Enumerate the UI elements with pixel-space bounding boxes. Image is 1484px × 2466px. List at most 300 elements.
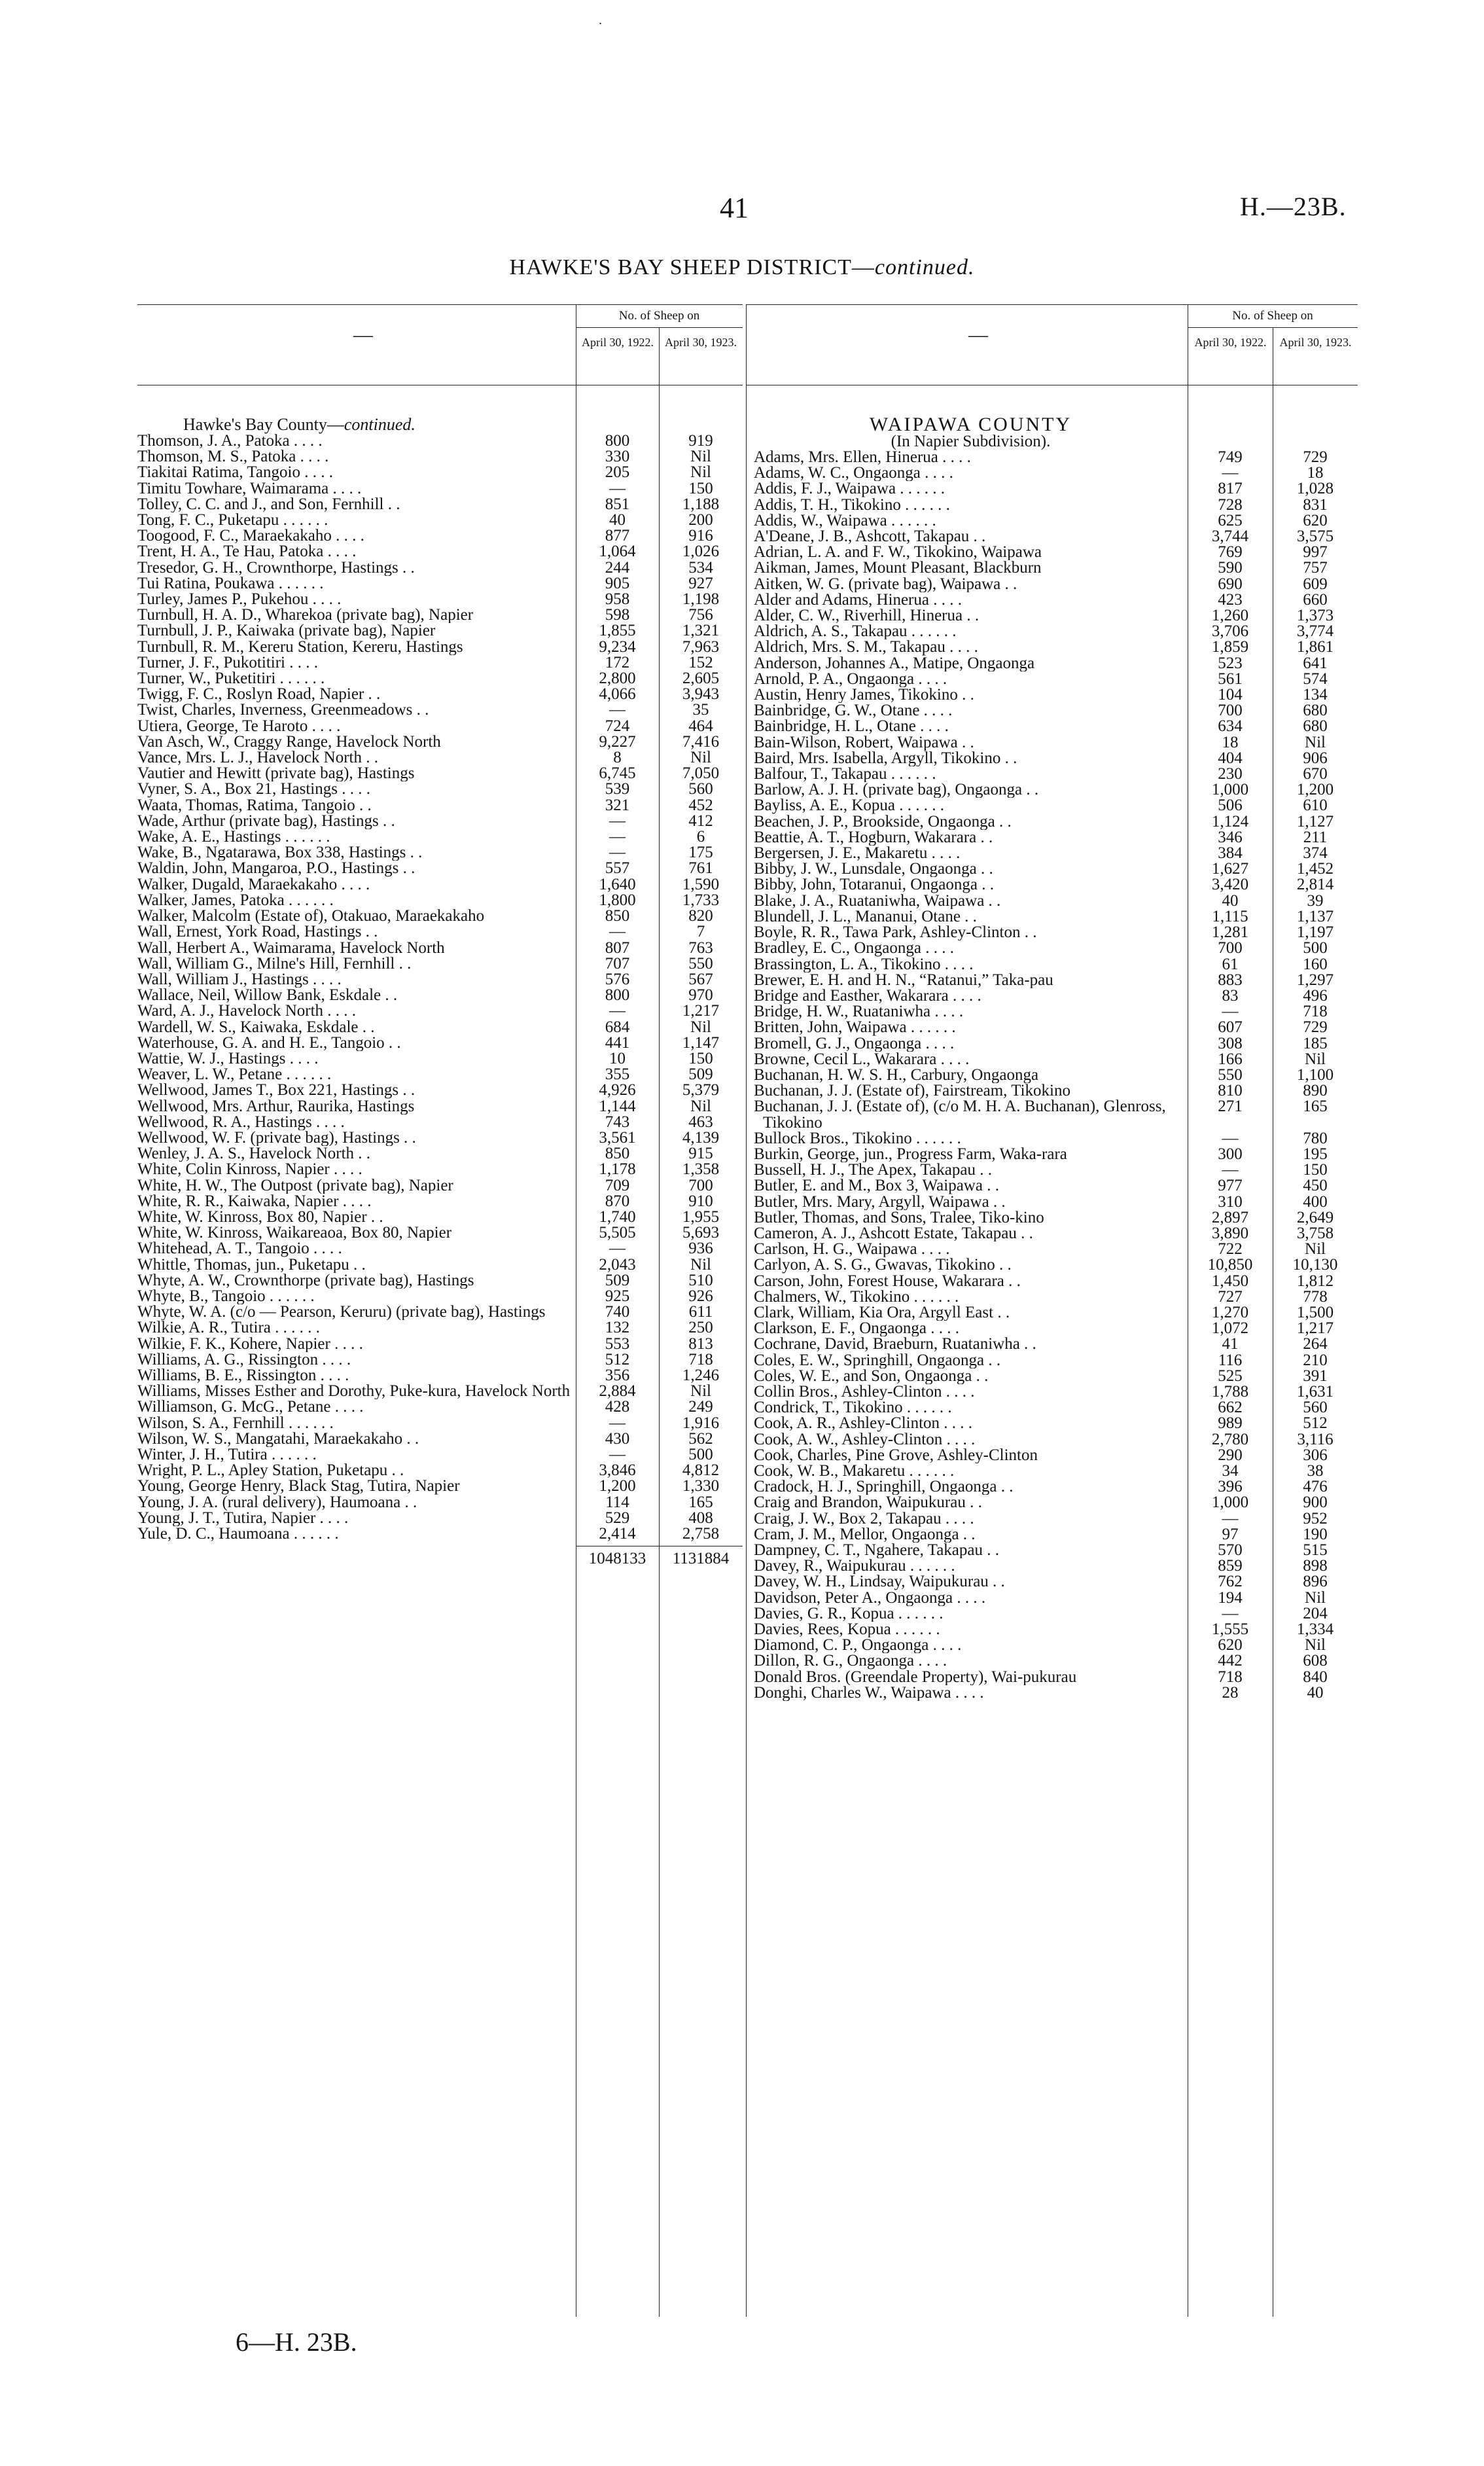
sheep-1922: 6,745 <box>599 764 636 783</box>
owner-name: Buchanan, J. J. (Estate of), Fairstream, Tikokino <box>754 1083 1070 1099</box>
sheep-1922: 132 <box>605 1319 630 1337</box>
sheep-1922: 3,706 <box>1211 622 1249 641</box>
table-row <box>137 528 743 544</box>
table-row <box>754 1289 1358 1305</box>
table-row <box>754 877 1358 893</box>
table-row <box>137 988 743 1003</box>
table-top-rule <box>746 304 1358 305</box>
table-row <box>137 1051 743 1067</box>
owner-name: Turley, James P., Pukehou . . . . <box>137 592 342 608</box>
owner-name: Wall, Herbert A., Waimarama, Havelock North <box>137 940 445 956</box>
owner-name: Ward, A. J., Havelock North . . . . <box>137 1003 357 1020</box>
owner-name: Wellwood, W. F. (private bag), Hastings . . <box>137 1130 416 1147</box>
sheep-1922: 800 <box>605 432 630 450</box>
table-row <box>754 592 1358 608</box>
sheep-1922: 506 <box>1218 796 1243 815</box>
sheep-1923: 5,379 <box>682 1081 720 1099</box>
sheep-1922: 1,555 <box>1211 1620 1249 1639</box>
table-row <box>754 1257 1358 1273</box>
owner-name: Whyte, W. A. (c/o — Pearson, Keruru) (private bag), Hastings <box>137 1304 546 1321</box>
sheep-1923: 1,246 <box>682 1366 720 1384</box>
sheep-1922: 877 <box>605 527 630 545</box>
owner-name: Utiera, George, Te Haroto . . . . <box>137 718 341 734</box>
sheep-1922: 1,740 <box>599 1207 636 1226</box>
sheep-1922: 728 <box>1218 495 1243 514</box>
table-row <box>754 830 1358 846</box>
sheep-1923: 463 <box>688 1113 713 1131</box>
sheep-1923: 813 <box>688 1334 713 1353</box>
owner-name: Waata, Thomas, Ratima, Tangoio . . <box>137 797 372 813</box>
sheep-1922: 529 <box>605 1509 630 1527</box>
sheep-1922: 205 <box>605 463 630 482</box>
sheep-1923: 250 <box>688 1319 713 1337</box>
table-row <box>137 1241 743 1257</box>
sheep-1922: 590 <box>1218 559 1243 577</box>
owner-name: Whyte, A. W., Crownthorpe (private bag), Hastings <box>137 1272 474 1289</box>
sheep-1923: 1,321 <box>682 622 720 640</box>
owner-name: Twist, Charles, Inverness, Greenmeadows . . <box>137 702 429 719</box>
sheep-1923: Nil <box>690 1097 711 1115</box>
owner-name: Wilson, S. A., Fernhill . . . . . . <box>137 1415 334 1431</box>
sheep-1922: 817 <box>1218 480 1243 498</box>
owner-name: Austin, Henry James, Tikokino . . <box>754 687 974 704</box>
table-row <box>137 829 743 845</box>
sheep-1923: 927 <box>688 574 713 592</box>
section-name: Hawke's Bay County— <box>183 415 344 434</box>
sheep-1922: 707 <box>605 954 630 973</box>
owner-name: Addis, T. H., Tikokino . . . . . . <box>754 497 950 513</box>
owner-name: Whyte, B., Tangoio . . . . . . <box>137 1288 315 1305</box>
left-table <box>137 304 743 2317</box>
sheep-1923: 134 <box>1303 686 1328 704</box>
owner-name: Bainbridge, G. W., Otane . . . . <box>754 703 953 719</box>
table-row <box>754 513 1358 529</box>
sheep-1922: 740 <box>605 1303 630 1321</box>
owner-name: Walker, Dugald, Maraekakaho . . . . <box>137 876 370 893</box>
sheep-1923: 761 <box>688 859 713 878</box>
sheep-1923: 510 <box>688 1271 713 1289</box>
owner-name: Davidson, Peter A., Ongaonga . . . . <box>754 1590 986 1606</box>
sheep-1923: 608 <box>1303 1652 1328 1670</box>
table-row <box>137 877 743 893</box>
table-row <box>137 1526 743 1542</box>
sheep-1923: 1,297 <box>1296 971 1334 989</box>
sheep-1922: 271 <box>1218 1098 1243 1116</box>
table-row <box>754 577 1358 592</box>
sheep-1922: 561 <box>1218 670 1243 688</box>
table-row <box>137 766 743 781</box>
sheep-1923: 718 <box>688 1350 713 1368</box>
owner-name: Wilkie, A. R., Tutira . . . . . . <box>137 1320 320 1336</box>
owner-name: Arnold, P. A., Ongaonga . . . . <box>754 671 947 688</box>
owner-name: Wake, B., Ngatarawa, Box 338, Hastings . . <box>137 845 423 861</box>
table-row <box>137 465 743 480</box>
table-row <box>754 925 1358 940</box>
total-row <box>137 1549 743 1569</box>
owner-name: Bayliss, A. E., Kopua . . . . . . <box>754 798 944 814</box>
owner-name: Alder, C. W., Riverhill, Hinerua . . <box>754 608 980 624</box>
sheep-1923: 150 <box>1303 1161 1328 1179</box>
table-row <box>137 1146 743 1162</box>
sheep-1922: 321 <box>605 796 630 814</box>
sheep-1922: — <box>609 701 626 719</box>
sheep-1923: 4,139 <box>682 1128 720 1147</box>
table-row <box>754 1622 1358 1637</box>
owner-name: Aikman, James, Mount Pleasant, Blackburn <box>754 560 1042 577</box>
sheep-1922: 883 <box>1218 971 1243 989</box>
sheep-1923: 165 <box>688 1493 713 1511</box>
sheep-1922: 41 <box>1222 1335 1239 1353</box>
sheep-1922: 807 <box>605 938 630 957</box>
owner-name: Bromell, G. J., Ongaonga . . . . <box>754 1035 955 1052</box>
sheep-1922: 310 <box>1218 1192 1243 1211</box>
owner-name: Cook, W. B., Makaretu . . . . . . <box>754 1463 955 1480</box>
sheep-1922: 1,000 <box>1211 1493 1249 1512</box>
sheep-1923: 1,026 <box>682 543 720 561</box>
owner-name: Barlow, A. J. H. (private bag), Ongaonga . . <box>754 782 1039 798</box>
total-1922: 1048133 <box>588 1550 646 1568</box>
sheep-1922: 749 <box>1218 448 1243 466</box>
owner-name: Turner, W., Puketitiri . . . . . . <box>137 671 325 687</box>
sheep-1923: 500 <box>1303 939 1328 957</box>
sheep-1922: 727 <box>1218 1287 1243 1306</box>
sheep-1923: 2,605 <box>682 670 720 688</box>
sheep-1922: 396 <box>1218 1478 1243 1496</box>
sheep-1922: 570 <box>1218 1541 1243 1560</box>
sheep-1923: 1,197 <box>1296 923 1334 942</box>
sheep-1922: — <box>609 923 626 941</box>
table-row <box>137 1099 743 1115</box>
owner-name: Britten, John, Waipawa . . . . . . <box>754 1020 956 1036</box>
owner-name: Wattie, W. J., Hastings . . . . <box>137 1050 319 1067</box>
sheep-1922: 1,072 <box>1211 1319 1249 1338</box>
sheep-1922: 330 <box>605 448 630 466</box>
owner-name: Winter, J. H., Tutira . . . . . . <box>137 1447 317 1463</box>
sheep-1922: 2,897 <box>1211 1208 1249 1226</box>
sheep-1922: 1,788 <box>1211 1382 1249 1401</box>
sheep-1923: 1,373 <box>1296 607 1334 625</box>
sheep-1922: 1,855 <box>599 622 636 640</box>
sheep-1923: 1,590 <box>682 875 720 893</box>
owner-name: Bullock Bros., Tikokino . . . . . . <box>754 1130 961 1147</box>
table-row <box>137 1510 743 1526</box>
table-row <box>754 1083 1358 1099</box>
table-row <box>754 703 1358 719</box>
sheep-1922: 722 <box>1218 1240 1243 1259</box>
sheep-1923: 2,814 <box>1296 876 1334 894</box>
sheep-1923: 1,217 <box>1296 1319 1334 1338</box>
owner-name: Addis, W., Waipawa . . . . . . <box>754 512 936 529</box>
sheep-1922: 743 <box>605 1113 630 1131</box>
table-row <box>137 497 743 512</box>
table-row <box>754 1527 1358 1543</box>
table-row <box>137 433 743 449</box>
sheep-1922: 1,144 <box>599 1097 636 1115</box>
sheep-1922: 28 <box>1222 1683 1239 1702</box>
owner-name: Wilkie, F. K., Kohere, Napier . . . . <box>137 1336 363 1352</box>
sheep-1923: 900 <box>1303 1493 1328 1512</box>
owner-name: Wall, William G., Milne's Hill, Fernhill . . <box>137 956 412 972</box>
sheep-1922: — <box>1222 1509 1239 1528</box>
sheep-1923: 970 <box>688 986 713 1005</box>
table-row <box>137 1209 743 1225</box>
table-row <box>754 1590 1358 1606</box>
sheep-1923: 831 <box>1303 495 1328 514</box>
table-row <box>754 465 1358 481</box>
sheep-1922: 620 <box>1218 1636 1243 1654</box>
table-row <box>754 1606 1358 1622</box>
sheep-1923: 3,116 <box>1297 1430 1334 1448</box>
owner-name: Cook, Charles, Pine Grove, Ashley-Clinton <box>754 1447 1038 1463</box>
sheep-1922: 550 <box>1218 1065 1243 1084</box>
sheep-1922: — <box>609 812 626 830</box>
sheep-1923: 464 <box>688 717 713 735</box>
sheep-1923: 1,334 <box>1296 1620 1334 1639</box>
table-row <box>754 1147 1358 1162</box>
owner-name: Davies, G. R., Kopua . . . . . . <box>754 1605 944 1622</box>
table-row <box>137 655 743 671</box>
sheep-1922: — <box>1222 1604 1239 1622</box>
sheep-1923: 1,733 <box>682 891 720 909</box>
table-row <box>754 1558 1358 1574</box>
owner-name: Diamond, C. P., Ongaonga . . . . <box>754 1637 962 1654</box>
sheep-1923: 780 <box>1303 1129 1328 1147</box>
table-row <box>754 1637 1358 1653</box>
owner-name: Williamson, G. McG., Petane . . . . <box>137 1399 364 1416</box>
sheep-1922: 859 <box>1218 1557 1243 1575</box>
table-row <box>754 1574 1358 1590</box>
owner-name: Craig and Brandon, Waipukurau . . <box>754 1495 982 1511</box>
sheep-1922: 634 <box>1218 717 1243 736</box>
sheep-1922: 512 <box>605 1350 630 1368</box>
owner-name: Wellwood, R. A., Hastings . . . . <box>137 1114 345 1130</box>
sheep-1922: 4,926 <box>599 1081 636 1099</box>
header-no-of-sheep: No. of Sheep on <box>618 309 700 323</box>
county-subheading: (In Napier Subdivision). <box>891 433 1051 450</box>
sheep-1923: 936 <box>688 1240 713 1258</box>
sheep-1922: 850 <box>605 1145 630 1163</box>
sheep-1922: 989 <box>1218 1414 1243 1433</box>
sheep-1923: 1,452 <box>1296 860 1334 878</box>
table-row <box>137 1304 743 1320</box>
sheep-1923: 5,693 <box>682 1224 720 1242</box>
table-row <box>754 1274 1358 1289</box>
sheep-1922: 598 <box>605 606 630 624</box>
page-footer: 6—H. 23B. <box>236 2327 357 2357</box>
sheep-1923: 574 <box>1303 670 1328 688</box>
owner-name: Cochrane, David, Braeburn, Ruataniwha . . <box>754 1336 1036 1353</box>
sheep-1922: 114 <box>605 1493 629 1511</box>
sheep-1922: 718 <box>1218 1668 1243 1686</box>
owner-name: Bridge, H. W., Ruataniwha . . . . <box>754 1004 964 1020</box>
sheep-1923: 997 <box>1303 543 1328 562</box>
sheep-1922: 523 <box>1218 654 1243 672</box>
table-row <box>754 957 1358 973</box>
sheep-1922: 356 <box>605 1366 630 1384</box>
sheep-1922: — <box>1222 1129 1239 1147</box>
owner-name: Wilson, W. S., Mangatahi, Maraekakaho . . <box>137 1431 419 1447</box>
sheep-1923: 610 <box>1303 796 1328 815</box>
sheep-1923: Nil <box>690 749 711 767</box>
sheep-1923: 562 <box>688 1429 713 1448</box>
table-row <box>137 1320 743 1336</box>
sheep-1922: 430 <box>605 1429 630 1448</box>
owner-name: Wake, A. E., Hastings . . . . . . <box>137 829 330 846</box>
owner-name: Thomson, J. A., Patoka . . . . <box>137 433 323 450</box>
sheep-1922: 977 <box>1218 1177 1243 1195</box>
table-row <box>754 1368 1358 1384</box>
table-row <box>137 861 743 876</box>
sheep-1923: 534 <box>688 558 713 577</box>
sheep-1922: 355 <box>605 1065 630 1084</box>
sheep-1922: 5,505 <box>599 1224 636 1242</box>
table-row <box>137 781 743 797</box>
owner-name: Tong, F. C., Puketapu . . . . . . <box>137 512 328 529</box>
owner-name: Adams, Mrs. Ellen, Hinerua . . . . <box>754 450 971 466</box>
sheep-1923: 211 <box>1303 828 1328 846</box>
sheep-1922: — <box>609 844 626 862</box>
table-row <box>754 1131 1358 1147</box>
table-row <box>754 1036 1358 1052</box>
owner-name: Wright, P. L., Apley Station, Puketapu . . <box>137 1463 404 1479</box>
table-row <box>137 592 743 607</box>
table-row <box>754 1242 1358 1257</box>
table-row <box>754 1670 1358 1685</box>
table-row <box>137 1035 743 1051</box>
sheep-1923: 175 <box>688 844 713 862</box>
sheep-1922: 3,561 <box>599 1128 636 1147</box>
sheep-1923: 509 <box>688 1065 713 1084</box>
total-1923: 1131884 <box>672 1550 730 1568</box>
sheep-1923: 1,217 <box>682 1002 720 1020</box>
page-title-continued: continued. <box>874 255 975 279</box>
sheep-1922: 2,884 <box>599 1382 636 1401</box>
owner-name: White, W. Kinross, Box 80, Napier . . <box>137 1209 383 1226</box>
owner-name: Timitu Towhare, Waimarama . . . . <box>137 480 362 497</box>
owner-name: Donghi, Charles W., Waipawa . . . . <box>754 1685 984 1702</box>
owner-name: Cameron, A. J., Ashcott Estate, Takapau . . <box>754 1225 1033 1242</box>
table-row <box>754 719 1358 734</box>
table-row <box>137 1020 743 1035</box>
owner-name: Aldrich, A. S., Takapau . . . . . . <box>754 624 957 640</box>
column-divider <box>746 304 747 2317</box>
owner-name: Donald Bros. (Greendale Property), Wai-pukurau <box>754 1669 1077 1685</box>
sheep-1923: 39 <box>1307 891 1324 910</box>
owner-name: Buchanan, H. W. S. H., Carbury, Ongaonga <box>754 1067 1039 1084</box>
sheep-1923: 160 <box>1303 955 1328 973</box>
sheep-1923: 915 <box>688 1145 713 1163</box>
sheep-1923: 1,188 <box>682 495 720 513</box>
sheep-1922: 8 <box>613 749 622 767</box>
sheep-1922: 18 <box>1222 733 1239 751</box>
owner-name: Cradock, H. J., Springhill, Ongaonga . . <box>754 1479 1014 1495</box>
header-date-1923: April 30, 1923. <box>1279 336 1352 349</box>
owner-name: Bibby, John, Totaranui, Ongaonga . . <box>754 877 994 893</box>
sheep-1922: 762 <box>1218 1573 1243 1591</box>
owner-name: Waldin, John, Mangaroa, P.O., Hastings . . <box>137 861 415 877</box>
table-row <box>137 512 743 528</box>
table-row <box>137 623 743 639</box>
sheep-1922: 1,800 <box>599 891 636 909</box>
owner-name: Coles, W. E., and Son, Ongaonga . . <box>754 1368 989 1384</box>
sheep-1922: 442 <box>1218 1652 1243 1670</box>
sheep-1923: 3,575 <box>1296 527 1334 546</box>
owner-name: Aitken, W. G. (private bag), Waipawa . . <box>754 576 1017 592</box>
sheep-1922: 553 <box>605 1334 630 1353</box>
sheep-1922: 308 <box>1218 1034 1243 1052</box>
section-heading <box>137 416 743 433</box>
sheep-1923: 152 <box>688 653 713 671</box>
table-row <box>137 1225 743 1241</box>
sheep-1923: 35 <box>692 701 709 719</box>
table-row <box>137 1082 743 1098</box>
owner-name: Van Asch, W., Craggy Range, Havelock North <box>137 734 441 751</box>
header-dash: — <box>968 324 988 346</box>
table-row <box>754 1004 1358 1020</box>
sheep-1923: 7 <box>696 923 705 941</box>
owner-name: Tolley, C. C. and J., and Son, Fernhill . . <box>137 496 400 513</box>
sheep-1923: 550 <box>688 954 713 973</box>
table-row <box>754 1020 1358 1035</box>
owner-name: Tresedor, G. H., Crownthorpe, Hastings . . <box>137 560 415 576</box>
sheep-1922: 2,780 <box>1211 1430 1249 1448</box>
sheep-1922: 3,420 <box>1211 876 1249 894</box>
sheep-1922: 690 <box>1218 575 1243 593</box>
sheep-1923: 609 <box>1303 575 1328 593</box>
sheep-1923: 952 <box>1303 1509 1328 1528</box>
sheep-1922: 404 <box>1218 749 1243 767</box>
sheep-1923: 1,500 <box>1296 1303 1334 1321</box>
sheep-1923: 3,758 <box>1296 1224 1334 1242</box>
sheep-1922: 1,000 <box>1211 781 1249 799</box>
owner-name: Buchanan, J. J. (Estate of), (c/o M. H. A. Buchanan), Glenross, Tikokino <box>754 1099 1166 1131</box>
owner-name: Butler, Thomas, and Sons, Tralee, Tiko-kino <box>754 1209 1044 1226</box>
sheep-1922: 3,846 <box>599 1461 636 1480</box>
sheep-1922: 1,064 <box>599 543 636 561</box>
owner-name: Vyner, S. A., Box 21, Hastings . . . . <box>137 781 370 798</box>
sheep-1923: 10,130 <box>1292 1256 1338 1274</box>
owner-name: Williams, B. E., Rissington . . . . <box>137 1367 349 1384</box>
table-row <box>137 845 743 861</box>
sheep-1923: 906 <box>1303 749 1328 767</box>
owner-name: Vance, Mrs. L. J., Havelock North . . <box>137 750 378 766</box>
table-row <box>137 1447 743 1463</box>
sheep-1922: 2,043 <box>599 1255 636 1274</box>
owner-name: Butler, Mrs. Mary, Argyll, Waipawa . . <box>754 1194 1006 1210</box>
sheep-1922: 2,414 <box>599 1525 636 1543</box>
owner-name: White, W. Kinross, Waikareaoa, Box 80, Napier <box>137 1225 452 1242</box>
sheep-1923: 820 <box>688 907 713 925</box>
table-row <box>754 766 1358 782</box>
sheep-1923: 890 <box>1303 1082 1328 1100</box>
sheep-1922: 810 <box>1218 1082 1243 1100</box>
sheep-1922: 684 <box>605 1018 630 1036</box>
owner-name: Wall, William J., Hastings . . . . <box>137 971 342 988</box>
table-row <box>754 656 1358 671</box>
owner-name: Dillon, R. G., Ongaonga . . . . <box>754 1653 947 1670</box>
sheep-1922: 625 <box>1218 511 1243 529</box>
table-row <box>754 735 1358 751</box>
page-title-main: HAWKE'S BAY SHEEP DISTRICT— <box>509 255 875 279</box>
table-row <box>137 1368 743 1384</box>
sheep-1923: 1,916 <box>682 1414 720 1432</box>
sheep-1923: 40 <box>1307 1683 1324 1702</box>
owner-name: Blundell, J. L., Mananui, Otane . . <box>754 908 977 925</box>
owner-name: Bainbridge, H. L., Otane . . . . <box>754 719 949 735</box>
table-row <box>137 750 743 766</box>
owner-name: Bradley, E. C., Ongaonga . . . . <box>754 940 954 957</box>
sheep-1922: 539 <box>605 780 630 798</box>
